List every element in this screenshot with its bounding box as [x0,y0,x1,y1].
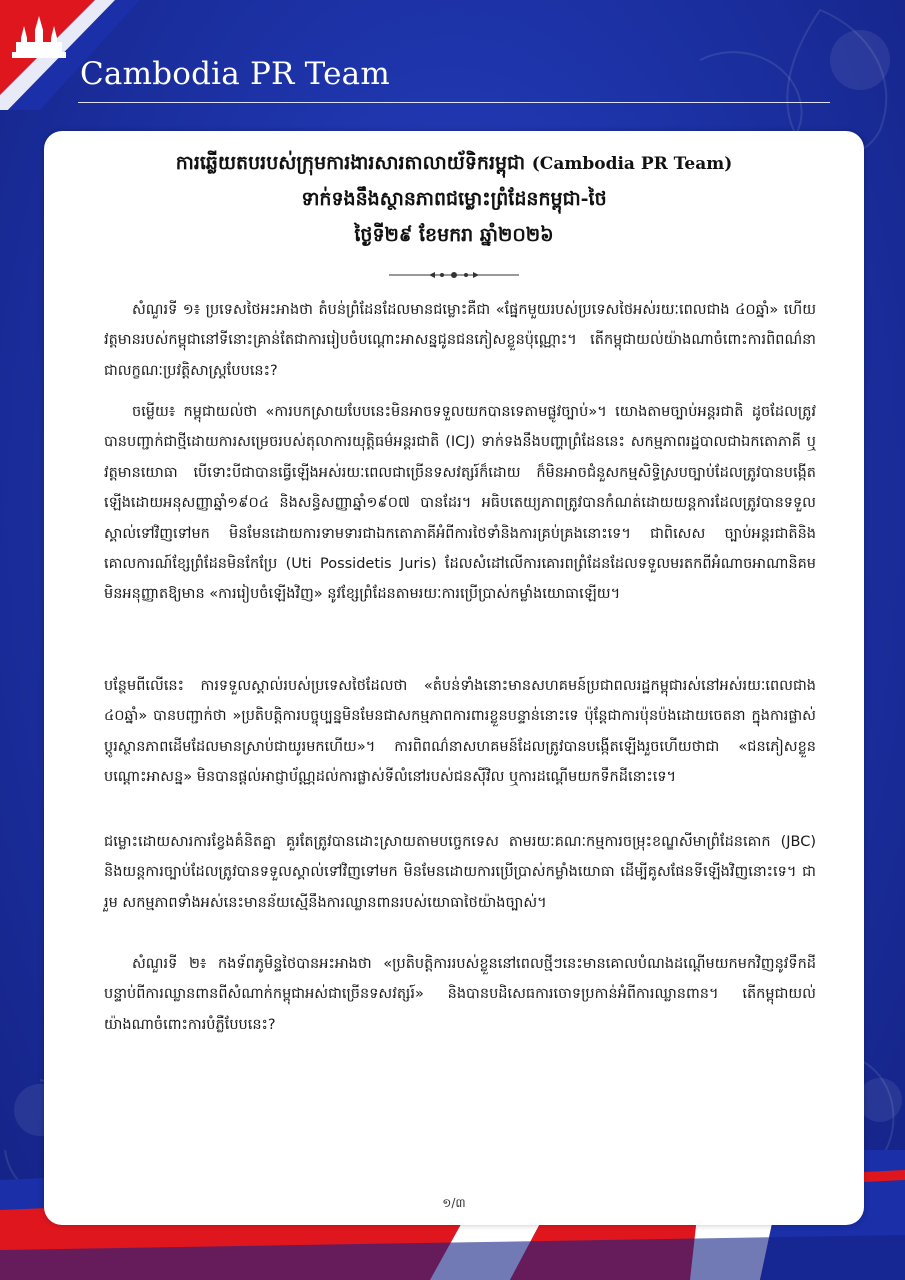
paragraph-conclusion: ជម្លោះដោយសារការខ្វែងគំនិតគ្នា គួរតែត្រូវបានដោះស្រាយតាមបច្ចេកទេស តាមរយៈគណៈកម្មការចម្រុះខណ្ឌសីមាព្រំដែនគោក (JBC) និងយន្តការច្បាប់ដែលត្រូវបានទទួលស្គាល់ទៅវិញទៅមក មិនមែនដោយការប្រើប្រាស់កម្លាំងយោធា ដើម្បីគូសផែនទីឡើងវិញនោះទេ។ ជារួម សកម្មភាពទាំងអស់នេះមានន័យស្មើនឹងការឈ្លានពានរបស់យោធាថៃយ៉ាងច្បាស់។ [104,834,816,911]
headline-date: ថ្ងៃទី២៩ ខែមករា ឆ្នាំ២០២៦ [354,224,554,246]
header-title: Cambodia PR Team [80,56,390,92]
headline-khmer-title: ការឆ្លើយតបរបស់ក្រុមការងារសារតាលាយ័ទិករម្ពុជា [175,152,526,174]
cambodia-flag-icon [0,0,140,110]
paragraph-question-1: សំណួរទី ១៖ ប្រទេសថៃអះអាងថា តំបន់ព្រំដែនដែលមានជម្លោះគឺជា «ផ្នែកមួយរបស់ប្រទេសថៃអស់រយៈពេលជាង ៤០ឆ្នាំ» ហើយវត្តមានរបស់កម្ពុជានៅទីនោះគ្រាន់តែជាការរៀបចំបណ្ដោះអាសន្នជូនជនភៀសខ្លួនប៉ុណ្ណោះ។ តើកម្ពុជាយល់យ៉ាងណាចំពោះការពិពណ៌នាជាលក្ខណៈប្រវត្តិសាស្ត្របែបនេះ? [104,302,816,379]
paragraph-addition: បន្ថែមពីលើនេះ ការទទួលស្គាល់របស់ប្រទេសថៃដែលថា «តំបន់ទាំងនោះមានសហគមន៍ប្រជាពលរដ្ឋកម្ពុជារស់នៅអស់រយៈពេលជាង ៤០ឆ្នាំ» បានបញ្ជាក់ថា »ប្រតិបត្តិការបច្ចុប្បន្នមិនមែនជាសកម្មភាពការពារខ្លួនបន្ទាន់នោះទេ ប៉ុន្តែជាការប៉ុនប៉ងដោយចេតនា ក្នុងការផ្លាស់ប្តូរស្ថានភាពដើមដែលមានស្រាប់ជាយូរមកហើយ»។ ការពិពណ៌នាសហគមន៍ដែលត្រូវបានបង្កើតឡើងរួចហើយថាជា «ជនភៀសខ្លួនបណ្ដោះអាសន្ន» មិនបានផ្តល់អាជ្ញាប័ណ្ណដល់ការផ្លាស់ទីលំនៅរបស់ជនស៊ីវិល ឬការដណ្តើមយកទឹកដីនោះទេ។ [104,678,816,786]
headline-line-1 [44,151,864,179]
page-number: ១/៣ [442,1196,466,1210]
headline-latin-title: (Cambodia PR Team) [531,154,733,174]
headline-line-2: ទាក់ទងនឹងស្ថានភាពជម្លោះព្រំដែនកម្ពុជា-ថៃ [301,188,607,210]
divider-ornament-icon [389,269,519,281]
header-divider [78,102,830,103]
document-card [44,131,864,1225]
paragraph-answer-1: ចម្លើយ៖ កម្ពុជាយល់ថា «ការបកស្រាយបែបនេះមិនអាចទទួលយកបានទេតាមផ្លូវច្បាប់»។ យោងតាមច្បាប់អន្តរជាតិ ដូចដែលត្រូវបានបញ្ជាក់ជាថ្មីដោយការសម្រេចរបស់តុលាការយុត្តិធម៌អន្តរជាតិ (ICJ) ទាក់ទងនឹងបញ្ហាព្រំដែននេះ សកម្មភាពរដ្ឋបាលជាឯកតោភាគី ឬវត្តមានយោធា បើទោះបីជាបានធ្វើឡើងអស់រយៈពេលជាច្រើនទសវត្សរ៍ក៏ដោយ ក៏មិនអាចជំនួសកម្មសិទ្ធិស្របច្បាប់ដែលត្រូវបានបង្កើតឡើងដោយអនុសញ្ញាឆ្នាំ១៩០៤ និងសន្ធិសញ្ញាឆ្នាំ១៩០៧ បានដែរ។ អធិបតេយ្យភាពត្រូវបានកំណត់ដោយយន្តការដែលត្រូវបានទទួលស្គាល់ទៅវិញទៅមក មិនមែនដោយការទាមទារជាឯកតោភាគីអំពីការថៃទាំនិងការគ្រប់គ្រងនោះទេ។ ជាពិសេស ច្បាប់អន្តរជាតិនិងគោលការណ៍ខ្សែព្រំដែនមិនកែប្រែ (Uti Possidetis Juris) ដែលសំដៅលើការគោរពព្រំដែនដែលទទួលមរតកពីអំណាចអាណានិគម មិនអនុញ្ញាតឱ្យមាន «ការរៀបចំឡើងវិញ» នូវខ្សែព្រំដែនតាមរយៈការប្រើប្រាស់កម្លាំងយោធាឡើយ។ [104,404,816,603]
paragraph-question-2: សំណួរទី ២៖ កងទ័ពភូមិន្ទថៃបានអះអាងថា «ប្រតិបត្តិការរបស់ខ្លួននៅពេលថ្មីៗនេះមានគោលបំណងដណ្តើមយកមកវិញនូវទឹកដី បន្ទាប់ពីការឈ្លានពានពីសំណាក់កម្ពុជាអស់ជាច្រើនទសវត្សរ៍» និងបានបដិសេធការចោទប្រកាន់អំពីការឈ្លានពាន។ តើកម្ពុជាយល់យ៉ាងណាចំពោះការបំភ្លឺបែបនេះ? [104,956,816,1033]
